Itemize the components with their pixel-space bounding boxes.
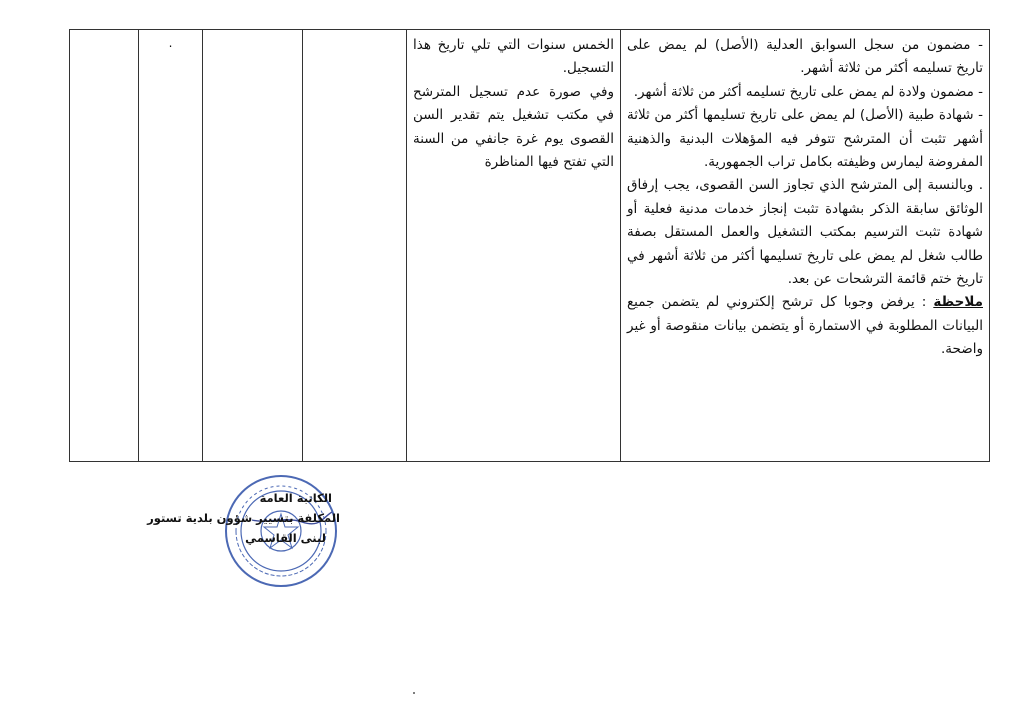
note-paragraph: [627, 291, 983, 361]
table-cell-required-documents: [621, 30, 990, 462]
table-cell-empty-2: [203, 30, 303, 462]
table-cell-empty-3: [303, 30, 407, 462]
requirement-item: - مضمون من سجل السوابق العدلية (الأصل) لم يمض على تاريخ تسليمه أكثر من ثلاثة أشهر.: [627, 37, 983, 77]
note-text: : يرفض وجوبا كل ترشح إلكتروني لم يتضمن جميع البيانات المطلوبة في الاستمارة أو يتضمن بيانات منقوصة أو غير واضحة.: [627, 294, 983, 358]
table-cell-age-limit: [407, 30, 621, 462]
signature-role: المكلفة بتسيير شؤون بلدية تستور: [147, 511, 340, 525]
age-paragraph: وفي صورة عدم تسجيل المترشح في مكتب تشغيل يتم تقدير السن القصوى يوم غرة جانفي من السنة التي تفتح فيها المناظرة: [413, 83, 614, 171]
table-row: [70, 30, 990, 462]
table-cell-dot: [139, 30, 203, 462]
requirement-item: - مضمون ولادة لم يمض على تاريخ تسليمه أكثر من ثلاثة أشهر.: [633, 83, 983, 100]
dot-mark: .: [168, 36, 173, 50]
note-label: ملاحظة: [933, 294, 983, 311]
signature-block: [90, 488, 340, 548]
age-paragraph: الخمس سنوات التي تلي تاريخ هذا التسجيل.: [413, 37, 614, 77]
requirement-item: - شهادة طبية (الأصل) لم يمض على تاريخ تسليمها أكثر من ثلاثة أشهر تثبت أن المترشح تتوفر فيه المؤهلات البدنية والذهنية المفروضة ليمارس وظيفته بكامل تراب الجمهورية.: [627, 107, 983, 171]
signature-name: لبنى القاسمي: [245, 531, 326, 545]
requirement-item: . وبالنسبة إلى المترشح الذي تجاوز السن القصوى، يجب إرفاق الوثائق سابقة الذكر بشهادة تثبت إنجاز خدمات مدنية فعلية أو شهادة تثبت الترسيم بمكتب التشغيل والعمل المستقل بصفة طالب شغل لم يمض على تاريخ تسليمها أكثر من ثلاثة أشهر في تاريخ ختم قائمة الترشحات عن بعد.: [627, 177, 983, 288]
stray-dot: [413, 692, 415, 694]
age-limit-text: [407, 30, 620, 174]
requirements-table: [69, 29, 990, 462]
table-cell-empty-1: [70, 30, 139, 462]
signature-title: الكاتبة العامة: [259, 491, 332, 505]
required-documents-text: [621, 30, 989, 362]
